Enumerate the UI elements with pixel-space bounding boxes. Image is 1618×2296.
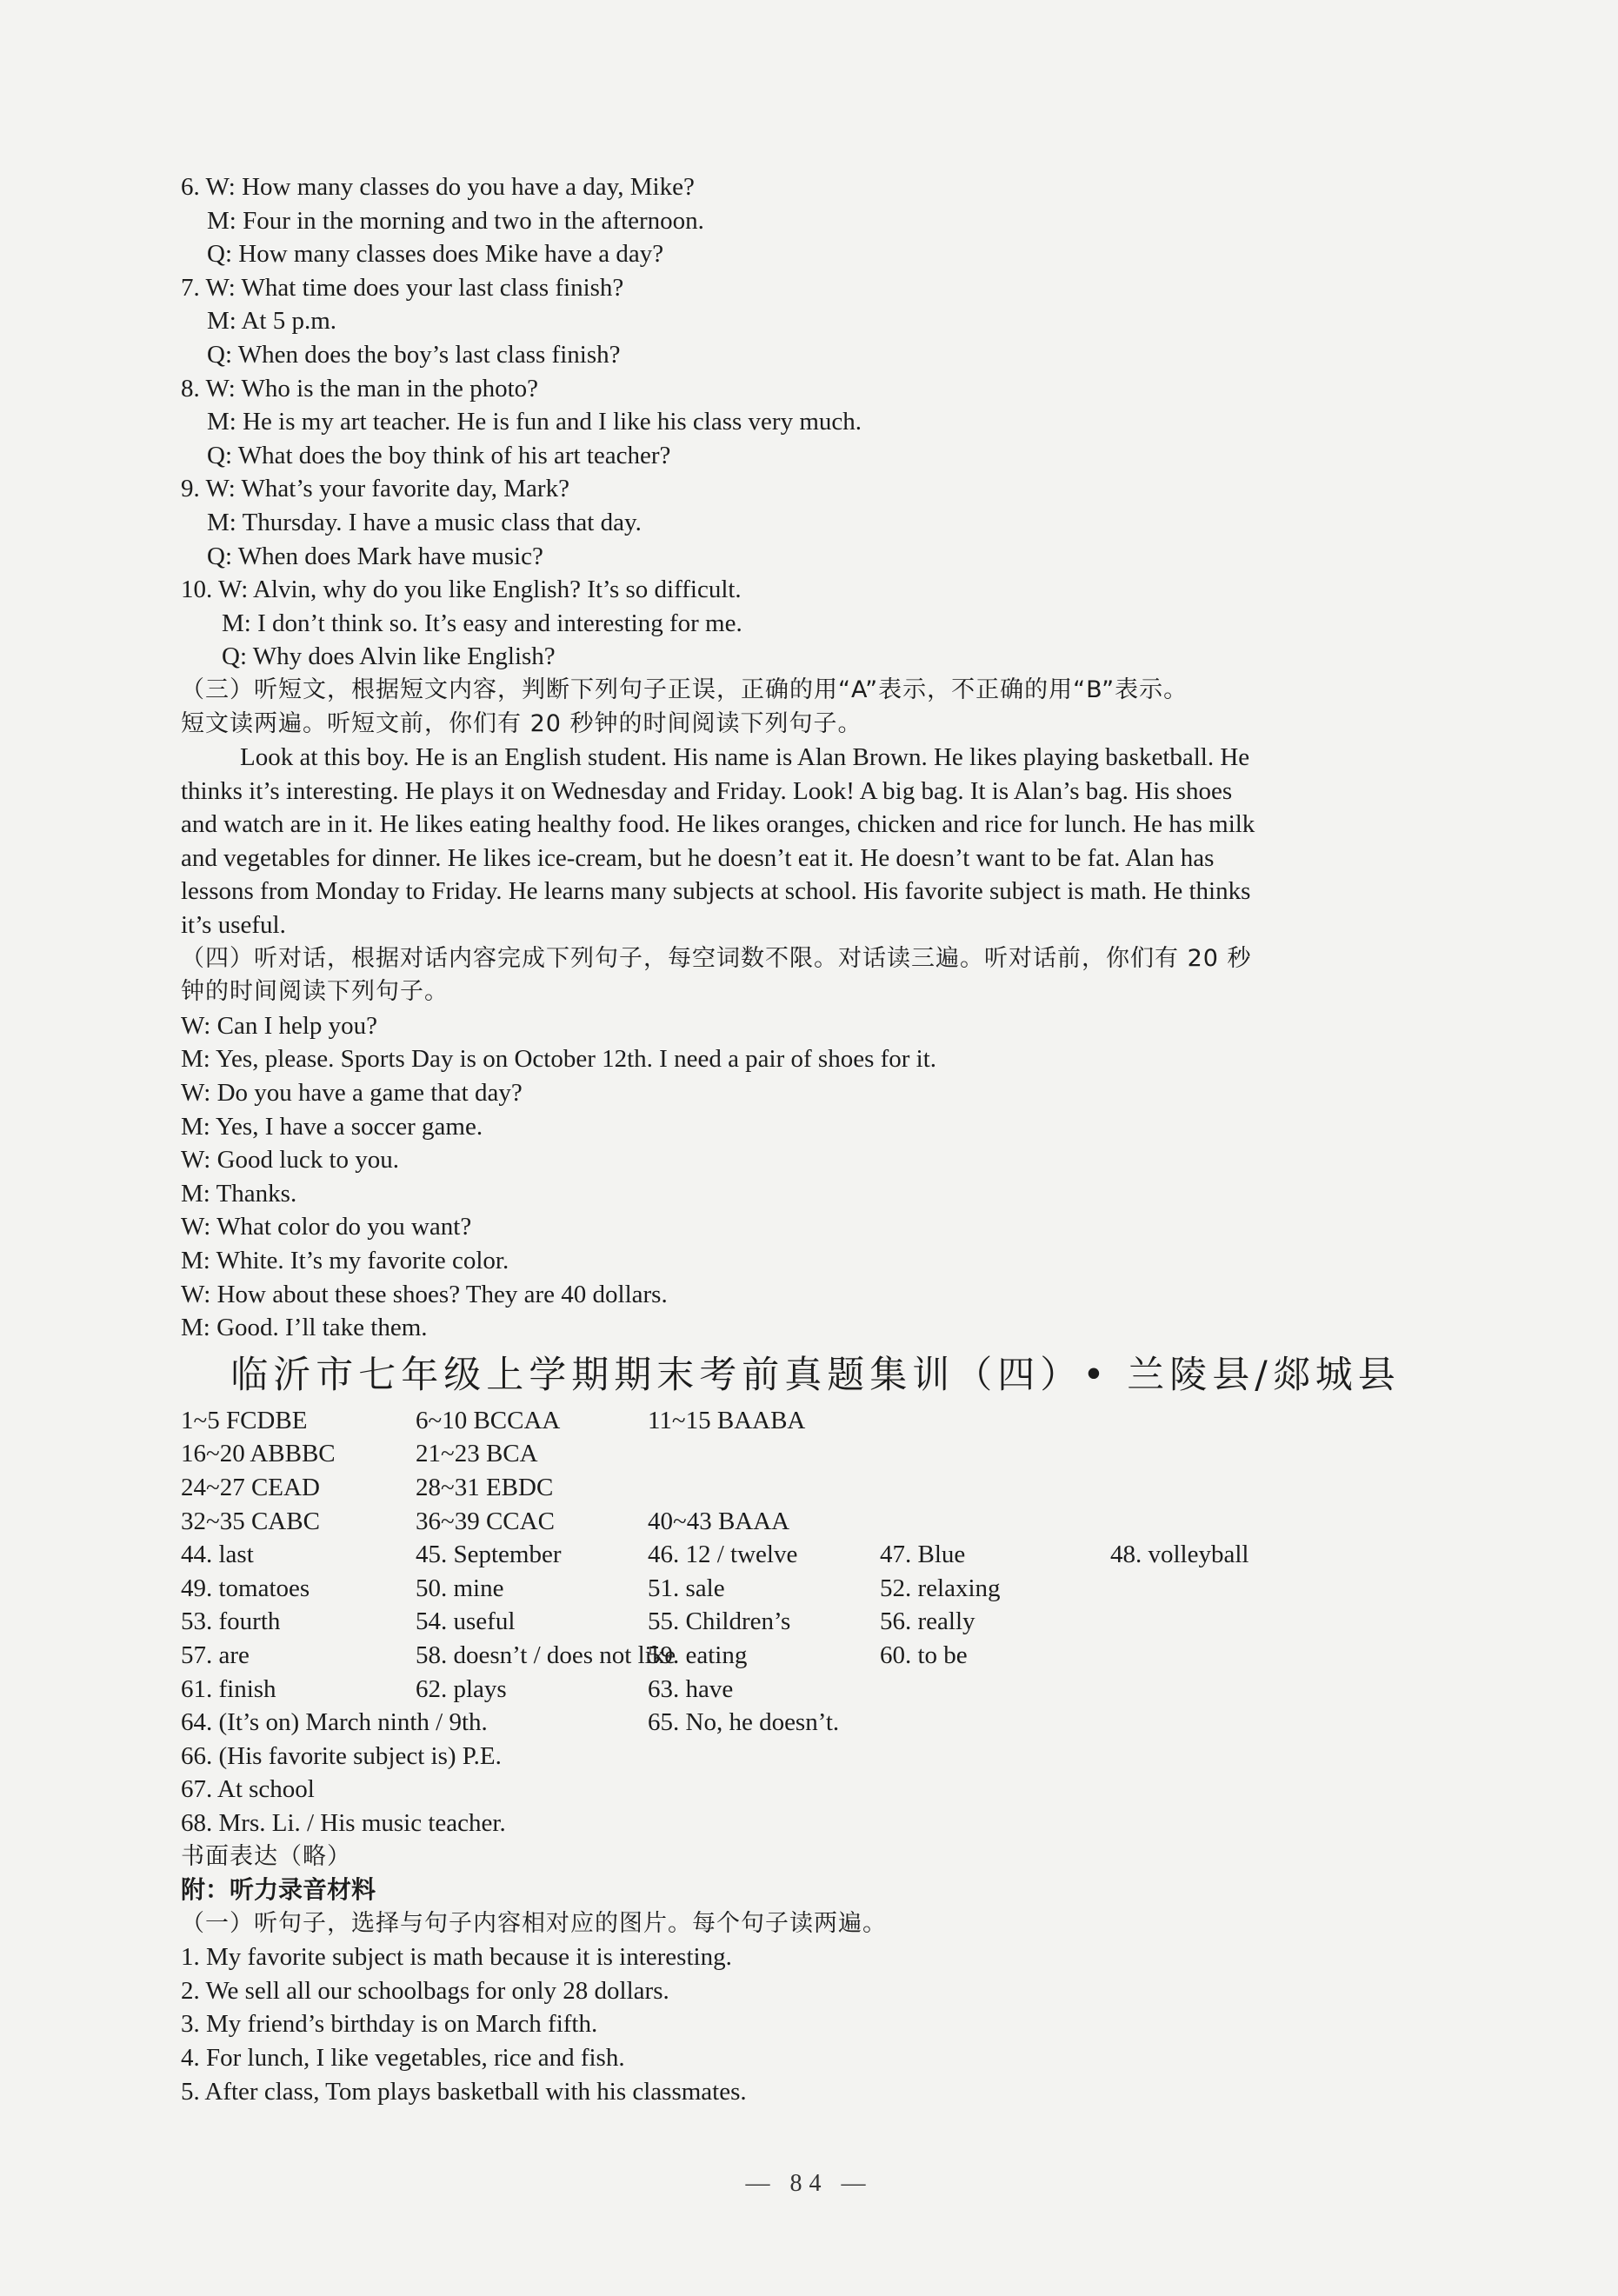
answer-cell: 21~23 BCA (416, 1440, 538, 1468)
answer-cell: 53. fourth (181, 1607, 281, 1636)
dialogue-line: M: Thursday. I have a music class that day. (207, 508, 642, 536)
answer-cell (880, 1706, 1110, 1740)
dialogue-line: Q: What does the boy think of his art teacher? (207, 441, 671, 469)
dialogue-line: M: He is my art teacher. He is fun and I like his class very much. (207, 408, 862, 436)
dialogue-line: M: Yes, please. Sports Day is on October 12th. I need a pair of shoes for it. (181, 1045, 937, 1074)
answer-row (181, 1706, 1450, 1740)
answer-key (181, 1404, 1450, 1740)
answer-cell: 1~5 FCDBE (181, 1406, 308, 1434)
answer-cell: 44. last (181, 1541, 254, 1569)
answer-cell: 45. September (416, 1541, 562, 1569)
answer-cell: 54. useful (416, 1607, 516, 1636)
dialogue-line: 10. W: Alvin, why do you like English? It’s so difficult. (181, 576, 742, 604)
answer-row (181, 1404, 1450, 1438)
sentence-line: 3. My friend’s birthday is on March fifth. (181, 2010, 598, 2039)
answer-row (181, 1437, 1450, 1471)
passage-line: Look at this boy. He is an English student. His name is Alan Brown. He likes playing basketball. He (240, 743, 1250, 772)
answer-row (181, 1572, 1450, 1606)
dialogue-line: M: Thanks. (181, 1179, 297, 1208)
answer-row (181, 1505, 1450, 1539)
section-4-instructions (181, 942, 1450, 1009)
answer-cell: 16~20 ABBBC (181, 1440, 336, 1468)
answer-cell: 24~27 CEAD (181, 1473, 320, 1501)
answer-cell: 63. have (648, 1674, 734, 1703)
passage-line: and watch are in it. He likes eating healthy food. He likes oranges, chicken and rice for lunch. He has milk (181, 810, 1255, 839)
dialogue-line: 7. W: What time does your last class finish? (181, 273, 624, 302)
answer-line: 66. (His favorite subject is) P.E. (181, 1741, 502, 1770)
dialogue-line: M: Four in the morning and two in the afternoon. (207, 206, 704, 235)
dialogue-line: M: Yes, I have a soccer game. (181, 1112, 483, 1141)
answer-cell (1110, 1471, 1336, 1505)
answer-cell: 57. are (181, 1640, 250, 1669)
answer-cell: 55. Children’s (648, 1607, 791, 1636)
answer-cell (880, 1471, 1110, 1505)
dialogue-line: W: Good luck to you. (181, 1146, 400, 1175)
listening-passage (181, 741, 1450, 942)
answer-cell: 51. sale (648, 1574, 725, 1602)
dialogue-line: W: Can I help you? (181, 1011, 378, 1040)
passage-line: thinks it’s interesting. He plays it on Wednesday and Friday. Look! A big bag. It is Alan’s bag. His shoes (181, 776, 1233, 805)
dialogue-line: M: I don’t think so. It’s easy and interesting for me. (222, 609, 742, 637)
answer-cell (1110, 1404, 1336, 1438)
dialogue-line: Q: When does the boy’s last class finish? (207, 340, 621, 369)
appendix-heading: 附：听力录音材料 (181, 1875, 376, 1905)
dialogue-line: 8. W: Who is the man in the photo? (181, 374, 539, 403)
dialogue-line: 9. W: What’s your favorite day, Mark? (181, 475, 569, 503)
writing-note: 书面表达（略） (181, 1842, 351, 1870)
dialogue-line: M: At 5 p.m. (207, 307, 337, 336)
answer-cell (880, 1505, 1110, 1539)
answer-cell (1110, 1437, 1336, 1471)
answer-cell: 62. plays (416, 1674, 507, 1703)
dialogue-line: Q: When does Mark have music? (207, 542, 543, 570)
answer-cell (1110, 1605, 1336, 1639)
answer-cell: 65. No, he doesn’t. (648, 1708, 840, 1737)
answer-cell (1110, 1673, 1336, 1707)
answer-cell: 11~15 BAABA (648, 1406, 806, 1434)
passage-line: lessons from Monday to Friday. He learns many subjects at school. His favorite subject is math. He thinks (181, 877, 1251, 906)
sentence-line: 2. We sell all our schoolbags for only 28 dollars. (181, 1976, 669, 2005)
answer-row (181, 1538, 1450, 1572)
answer-cell: 59. eating (648, 1640, 748, 1669)
answer-line: 68. Mrs. Li. / His music teacher. (181, 1808, 506, 1837)
answer-cell (1110, 1505, 1336, 1539)
answer-cell: 48. volleyball (1110, 1541, 1249, 1569)
dialogue-line: Q: How many classes does Mike have a day? (207, 240, 664, 269)
answer-cell: 6~10 BCCAA (416, 1406, 561, 1434)
dialogue-line: M: White. It’s my favorite color. (181, 1247, 509, 1274)
instruction-line: （四）听对话，根据对话内容完成下列句子，每空词数不限。对话读三遍。听对话前，你们有 20 秒 (181, 944, 1252, 972)
answer-cell (880, 1673, 1110, 1707)
passage-line: it’s useful. (181, 911, 286, 940)
passage-line: and vegetables for dinner. He likes ice-cream, but he doesn’t eat it. He doesn’t want to be fat. Alan has (181, 843, 1215, 872)
page-number: — 84 — (745, 2170, 873, 2197)
sentence-line: 1. My favorite subject is math because it is interesting. (181, 1943, 732, 1972)
listening-sentences (181, 1940, 1450, 2108)
answer-cell (648, 1471, 880, 1505)
page-content (181, 170, 1450, 2108)
answer-cell: 61. finish (181, 1674, 276, 1703)
listening-dialogue-shopping (181, 1009, 1450, 1345)
answer-cell: 56. really (880, 1607, 975, 1636)
answer-cell (1110, 1639, 1336, 1673)
answer-cell (648, 1437, 880, 1471)
answer-line: 67. At school (181, 1775, 315, 1804)
sentence-line: 4. For lunch, I like vegetables, rice and fish. (181, 2044, 625, 2073)
answer-cell (1110, 1706, 1336, 1740)
dialogue-line: W: Do you have a game that day? (181, 1079, 523, 1108)
answer-row (181, 1639, 1450, 1673)
dialogue-line: Q: Why does Alvin like English? (222, 642, 556, 671)
answer-cell: 47. Blue (880, 1541, 966, 1569)
answer-cell (880, 1404, 1110, 1438)
listening-dialogues-6-10 (181, 170, 1450, 674)
instruction-line: 钟的时间阅读下列句子。 (181, 978, 449, 1006)
answer-cell: 40~43 BAAA (648, 1507, 790, 1535)
sentence-line: 5. After class, Tom plays basketball with his classmates. (181, 2077, 747, 2106)
dialogue-line: W: How about these shoes? They are 40 dollars. (181, 1280, 668, 1308)
answer-cell: 64. (It’s on) March ninth / 9th. (181, 1708, 488, 1737)
instruction-line: （三）听短文，根据短文内容，判断下列句子正误，正确的用“A”表示，不正确的用“B”表示。 (181, 675, 1189, 703)
exam-title: 临沂市七年级上学期期末考前真题集训（四）• 兰陵县/郯城县 (230, 1353, 1401, 1397)
answer-row (181, 1673, 1450, 1707)
answer-row (181, 1471, 1450, 1505)
answer-row (181, 1605, 1450, 1639)
section-3-instructions (181, 674, 1450, 741)
dialogue-line: 6. W: How many classes do you have a day, Mike? (181, 173, 695, 201)
answer-cell: 60. to be (880, 1640, 968, 1669)
dialogue-line: W: What color do you want? (181, 1213, 472, 1241)
answer-cell: 50. mine (416, 1574, 504, 1602)
answer-cell: 28~31 EBDC (416, 1473, 554, 1501)
answer-cell: 58. doesn’t / does not like (416, 1640, 676, 1669)
instruction-line: 短文读两遍。听短文前，你们有 20 秒钟的时间阅读下列句子。 (181, 709, 862, 737)
answer-cell: 32~35 CABC (181, 1507, 320, 1535)
answer-key-tail (181, 1740, 1450, 1840)
answer-cell (1110, 1572, 1336, 1606)
answer-cell: 49. tomatoes (181, 1574, 310, 1602)
answer-cell: 36~39 CCAC (416, 1507, 555, 1535)
dialogue-line: M: Good. I’ll take them. (181, 1314, 428, 1342)
answer-cell: 46. 12 / twelve (648, 1541, 798, 1569)
section-1-instructions: （一）听句子，选择与句子内容相对应的图片。每个句子读两遍。 (181, 1909, 887, 1937)
answer-cell (880, 1437, 1110, 1471)
answer-cell: 52. relaxing (880, 1574, 1001, 1602)
